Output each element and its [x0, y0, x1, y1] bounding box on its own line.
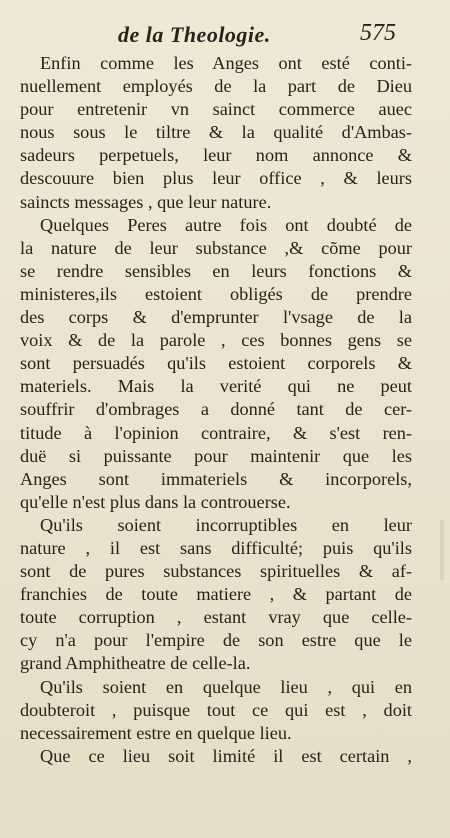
- text-line: nous sous le tiltre & la qualité d'Ambas-: [20, 122, 412, 143]
- text-line: Que ce lieu soit limité il est certain ,: [40, 745, 412, 766]
- text-line: se rendre sensibles en leurs fonctions &: [20, 260, 412, 281]
- text-line: nuellement employés de la part de Dieu: [20, 76, 412, 97]
- text-line: toute corruption , estant vray que celle-: [20, 607, 412, 628]
- text-line: grand Amphitheatre de celle-la.: [20, 653, 251, 674]
- text-line: Enfin comme les Anges ont esté conti-: [40, 53, 412, 73]
- text-line: ministeres,ils estoient obligés de prendre: [20, 283, 412, 304]
- text-line: doubteroit , puisque tout ce qui est , doit: [20, 699, 412, 720]
- text-line: qu'elle n'est plus dans la controuerse.: [20, 491, 291, 512]
- text-line: nature , il est sans difficulté; puis qu'ils: [20, 537, 412, 558]
- running-title: de la Theologie.: [118, 22, 271, 47]
- text-line: duë si puissante pour maintenir que les: [20, 445, 412, 466]
- text-line: Quelques Peres autre fois ont doubté de: [40, 214, 412, 235]
- text-line: franchies de toute matiere , & partant de: [20, 584, 412, 605]
- text-line: pour entretenir vn sainct commerce auec: [20, 99, 412, 120]
- text-line: Anges sont immateriels & incorporels,: [20, 468, 412, 489]
- text-line: Qu'ils soient en quelque lieu , qui en: [40, 676, 412, 697]
- text-line: descouure bien plus leur office , & leurs: [20, 168, 412, 189]
- text-line: sadeurs perpetuels, leur nom annonce &: [20, 145, 412, 166]
- text-line: souffrir d'ombrages a donné tant de cer-: [20, 399, 412, 420]
- body-text: [20, 52, 412, 768]
- text-line: cy n'a pour l'empire de son estre que le: [20, 630, 412, 651]
- text-line: sont persuadés qu'ils estoient corporels &: [20, 353, 412, 374]
- text-line: la nature de leur substance ,& cõme pour: [20, 237, 412, 258]
- text-line: des corps & d'emprunter l'vsage de la: [20, 307, 412, 328]
- text-line: sont de pures substances spirituelles & af-: [20, 561, 412, 582]
- text-line: materiels. Mais la verité qui ne peut: [20, 376, 412, 397]
- text-line: saincts messages , que leur nature.: [20, 191, 272, 212]
- text-line: titude à l'opinion contraire, & s'est ren-: [20, 422, 412, 443]
- text-line: voix & de la parole , ces bonnes gens se: [20, 330, 412, 351]
- page-number: 575: [360, 20, 396, 46]
- text-line: Qu'ils soient incorruptibles en leur: [40, 514, 412, 535]
- text-line: necessairement estre en quelque lieu.: [20, 722, 292, 743]
- page-edge-shadow: [440, 520, 444, 580]
